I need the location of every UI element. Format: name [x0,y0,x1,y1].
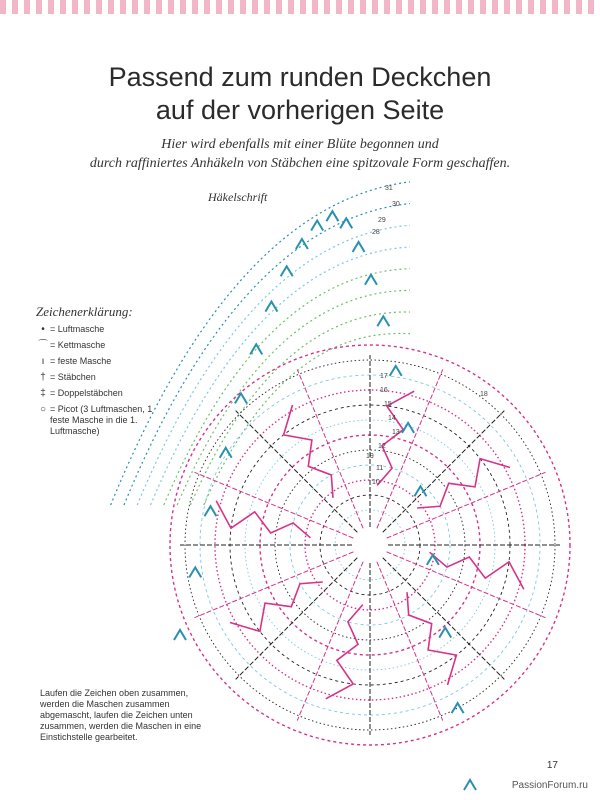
lobe-row-arc [137,225,410,505]
page-title-line-1: Passend zum runden Deckchen [108,62,492,92]
legend-item [36,404,166,437]
motif-ring [275,450,465,640]
edge-scallop [452,703,464,713]
legend-item [36,372,166,383]
row-number: 12 [378,443,386,450]
stitch-note: Laufen die Zeichen oben zusammen, werden die Maschen zusammen abgemascht, laufen die Zeichen unten zusammen, werden die Maschen in eine Einstichstelle gearbeitet. [40,688,202,742]
page-number: 17 [546,760,558,771]
motif-zigzag [230,582,323,631]
row-number: 15 [384,401,392,408]
legend-item-label: = Stäbchen [50,372,96,382]
edge-scallop [377,316,389,326]
edge-scallop [390,366,402,376]
edge-scallop [326,211,338,221]
edge-scallop [353,242,365,252]
legend-item-label: = Picot (3 Luftmaschen, 1 feste Masche in die 1. Luftmasche) [50,404,153,436]
row-number: 18 [480,391,488,398]
lobe-row-arc [190,312,410,505]
page-title-line-2: auf der vorherigen Seite [155,95,445,125]
legend-item [36,388,166,399]
row-number: 17 [380,373,388,380]
edge-scallop [427,555,439,565]
edge-scallop [220,448,232,458]
row-number: 29 [378,217,386,224]
subtitle-line-2: durch raffiniertes Anhäkeln von Stäbchen eine spitzovale Form geschaffen. [89,156,511,171]
legend-item [36,340,166,351]
watermark: PassionForum.ru [511,780,588,791]
row-number: 10 [372,479,380,486]
edge-scallop [265,302,277,312]
edge-scallop [464,780,476,790]
row-number: 30 [392,201,400,208]
chain-stitch-icon: • [41,324,45,335]
legend-title: Zeichenerklärung: [36,304,133,319]
motif-zigzag [417,459,510,508]
slip-stitch-icon: ⌒ [38,340,48,351]
treble-crochet-icon: ‡ [40,388,46,399]
picot-icon: ○ [39,404,47,415]
row-number: 31 [385,185,393,192]
edge-scallop [439,628,451,638]
row-number: 11 [376,465,384,472]
row-number: 28 [372,229,380,236]
edge-scallop [311,221,323,231]
edge-scallop [402,423,414,433]
subtitle-line-1: Hier wird ebenfalls mit einer Blüte begonnen und [161,137,439,152]
edge-scallop [340,218,352,228]
diagram-label: Häkelschrift [208,190,268,204]
double-crochet-icon: † [40,372,46,383]
row-number: 19 [366,453,374,460]
edge-scallop [174,630,186,640]
legend [36,304,166,442]
legend-item [36,324,166,335]
legend-item [36,356,166,367]
edge-scallop [296,239,308,249]
legend-item-label: = Luftmasche [50,324,105,334]
lobe-row-arc [151,247,410,505]
row-number: 14 [388,415,396,422]
edge-scallop [365,275,377,285]
edge-scallop [281,266,293,276]
edge-scallop [204,506,216,516]
legend-item-label: = Doppelstäbchen [50,388,123,398]
lobe-row-arc [164,269,410,505]
edge-scallop [189,567,201,577]
lobe-row-arc [177,290,410,505]
legend-item-label: = feste Masche [50,356,112,366]
row-number: 16 [380,387,388,394]
row-number: 13 [392,429,400,436]
legend-item-label: = Kettmasche [50,340,106,350]
single-crochet-icon: ı [41,356,45,367]
